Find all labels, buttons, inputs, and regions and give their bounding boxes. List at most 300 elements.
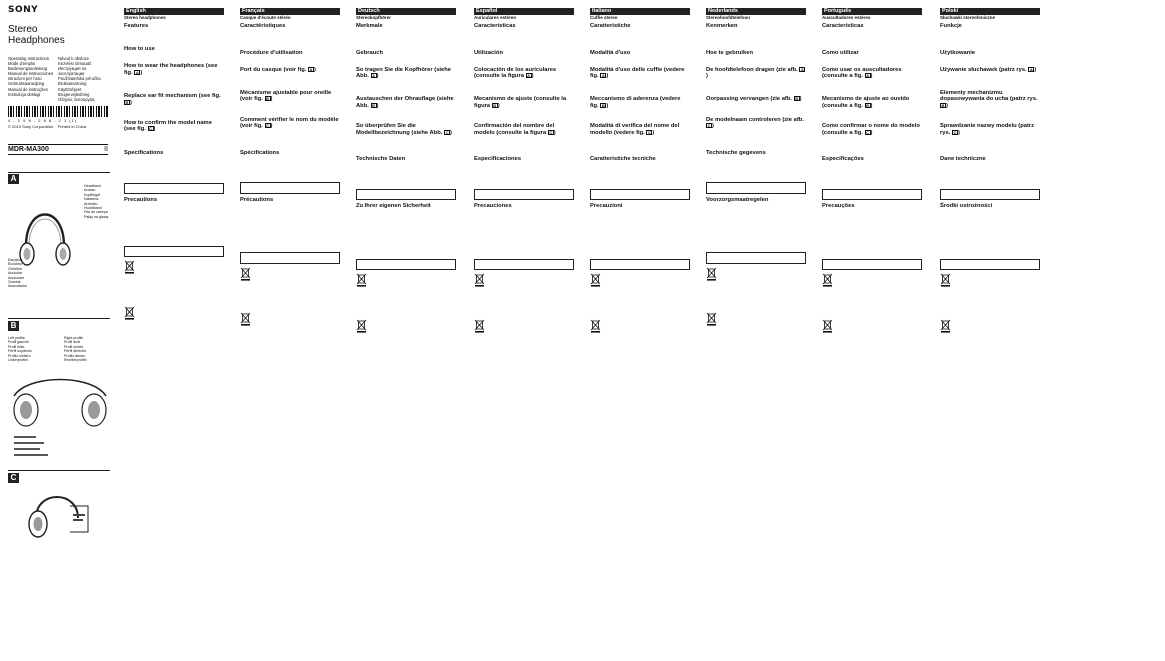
text-block: [242, 254, 338, 260]
crossed-bin-icon: [474, 273, 485, 287]
section-title: Como usar os auscultadores (consulte a fig. A ): [822, 66, 902, 80]
section-title-text: Modalità di verifica del nome del modello (vedere fig.: [590, 123, 680, 136]
text-block: [940, 31, 1040, 47]
text-block: [706, 31, 806, 47]
section-title-text: Środki ostrożności: [940, 203, 993, 210]
figure-reference-badge: B: [372, 102, 375, 108]
section-title: Używanie słuchawek (patrz rys. A ): [940, 66, 1037, 73]
figure-label-item: Archetto: [84, 201, 98, 206]
text-block: [254, 267, 340, 280]
note-box: [590, 189, 690, 200]
language-heading: Deutsch: [356, 8, 456, 15]
barcode-bars: [8, 106, 108, 117]
section-title-text: Colocación de los auriculares (consulte la figura: [474, 66, 557, 80]
figure-reference-badge: B: [866, 102, 869, 108]
instruction-language-item: Používateľská príručka: [58, 76, 101, 82]
section-title-text: Caractéristiques: [240, 23, 286, 30]
figure-label-item: Profil gauche: [8, 340, 29, 345]
figure-c-label: C: [8, 473, 19, 483]
section-title: Elementy mechanizmu dopasowywania do ucha (patrz rys. B ): [940, 89, 1038, 109]
section-title-text: Voorzorgsmaatregelen: [706, 196, 769, 203]
section-title-text: Especificações: [822, 156, 864, 163]
section-title-text: Sprawdzanie nazwy modelu (patrz rys.: [940, 123, 1035, 136]
section-title: [356, 203, 456, 210]
text-block: [474, 290, 574, 316]
figure-label-item: Oorstuk: [8, 280, 21, 285]
text-block: [822, 290, 922, 316]
text-block: [138, 306, 224, 319]
figure-label-item: Perfil izquierdo: [8, 349, 32, 354]
note-box: [240, 182, 340, 193]
crossed-bin-icon: [822, 273, 833, 287]
instruction-language-item: Návod k obsluze: [58, 56, 89, 61]
warning-box: [356, 259, 456, 270]
section-title-text: Precauciones: [474, 203, 512, 210]
figure-reference-badge: C: [149, 126, 152, 132]
text-block: [124, 323, 224, 342]
section-title: [240, 150, 340, 157]
figure-label-item: Auscultador: [8, 284, 27, 289]
figure-label-item: Fita de cabeça: [84, 210, 108, 215]
section-title: [940, 156, 1040, 163]
note-box: [474, 189, 574, 200]
section-title: Mécanisme ajustable pour oreille (voir fig. B ): [240, 89, 332, 103]
section-title: [822, 50, 922, 57]
section-title-text: Utilización: [474, 49, 503, 56]
text-block: [488, 319, 574, 332]
section-title-text: De modelnaam controleren (zie afb.: [706, 116, 804, 123]
language-subtitle: Stereohoofdtelefoon: [706, 14, 750, 20]
text-block: [590, 81, 690, 94]
copyright-line: [8, 124, 108, 129]
figure-reference-badge: B: [941, 102, 945, 108]
text-block: [242, 184, 338, 190]
section-title-text: Meccanismo di aderenza (vedere fig.: [590, 96, 681, 109]
instruction-language-item: Mode d'emploi: [8, 61, 36, 67]
text-block: [822, 211, 922, 256]
figure-c-model-name-illustration: [26, 486, 92, 544]
language-subtitle: Auriculares estéreo: [474, 14, 517, 20]
section-title: De hoofdtelefoon dragen (zie afb. A): [706, 66, 804, 80]
text-block: [706, 104, 806, 114]
text-block: [706, 157, 806, 179]
crossed-bin-icon: [356, 273, 367, 287]
figure-reference-badge: C: [647, 129, 651, 135]
section-title: Mecanismo de ajuste (consulte la figura B ): [474, 96, 567, 109]
text-block: [822, 164, 922, 186]
text-block: [126, 185, 222, 191]
section-title: [474, 50, 574, 57]
text-block: [124, 107, 224, 117]
model-name-bar: [8, 144, 108, 155]
section-title-text: Mécanisme ajustable pour oreille (voir fig.: [240, 89, 332, 103]
section-title-text: Caratteristiche: [590, 23, 631, 30]
text-block: [604, 319, 690, 332]
section-title-text: Oorpassing vervangen (zie afb.: [706, 96, 793, 103]
section-title-text: Technische Daten: [356, 156, 406, 163]
section-title: [822, 156, 922, 163]
text-block: [940, 57, 1040, 63]
figure-reference-badge: B: [601, 102, 605, 108]
instruction-list-column-2: [58, 56, 108, 102]
figure-b-earpad-illustration: [8, 366, 112, 466]
section-title-text: How to use: [124, 46, 155, 53]
instruction-language-item: Gebruiksaanwijzing: [8, 81, 45, 87]
figure-reference-badge: B: [125, 99, 129, 105]
text-block: [370, 273, 456, 286]
text-block: [240, 31, 340, 47]
crossed-bin-icon: [590, 273, 601, 287]
section-title-text: Procédure d'utilisation: [240, 49, 303, 56]
language-column: [240, 8, 340, 349]
figure-label-item: Profilo destro: [64, 353, 86, 358]
text-block: [356, 110, 456, 120]
text-block: [822, 336, 922, 355]
note-box: [822, 189, 922, 200]
figure-a-headphone-illustration: [14, 186, 76, 316]
warning-box: [124, 246, 224, 257]
section-title-text: Zu Ihrer eigenen Sicherheit: [356, 203, 431, 210]
text-block: [590, 110, 690, 120]
section-title: [240, 23, 340, 30]
weee-disposal-block: [240, 267, 340, 281]
text-block: [356, 336, 456, 355]
text-block: [474, 81, 574, 94]
text-block: [474, 57, 574, 63]
weee-disposal-block: [590, 319, 690, 333]
figure-label-item: Earpiece: [8, 258, 23, 262]
section-title-text: Port du casque (voir fig.: [240, 66, 307, 73]
section-title-text: Como usar os auscultadores (consulte a fig.: [822, 66, 902, 80]
barcode: [8, 106, 108, 128]
crossed-bin-icon: [940, 319, 951, 333]
language-heading: Português: [822, 8, 922, 15]
figure-reference-badge: C: [953, 129, 957, 135]
figure-a-earpiece-labels: [8, 258, 27, 289]
section-title: Meccanismo di aderenza (vedere fig. B ): [590, 96, 681, 109]
text-block: [240, 74, 340, 87]
figure-label-item: Écouteur: [8, 262, 23, 267]
section-title: [124, 197, 224, 204]
language-heading: Français: [240, 8, 340, 15]
text-block: [474, 110, 574, 120]
section-title: [706, 23, 806, 30]
text-block: [954, 319, 1040, 332]
section-title-text: Użytkowanie: [940, 49, 976, 56]
section-title: [590, 203, 690, 210]
figure-label-item: Auricolare: [8, 275, 25, 280]
section-title: So tragen Sie die Kopfhörer (siehe Abb. A ): [356, 66, 452, 80]
instruction-language-item: Kezelési útmutató: [58, 61, 92, 67]
text-block: [370, 319, 456, 332]
section-title: [706, 50, 806, 57]
warning-box: [940, 259, 1040, 270]
text-block: [474, 336, 574, 355]
text-block: [940, 74, 1040, 87]
instruction-language-item: Käyttöohjeet: [58, 86, 82, 92]
section-title-text: Austauschen der Ohrauflage (siehe Abb.: [356, 96, 454, 109]
instruction-language-item: Manual de instrucciones: [8, 71, 54, 77]
section-title-text: Mecanismo de ajuste (consulte la figura: [474, 96, 567, 109]
figure-a-headband-labels: [84, 184, 108, 219]
figure-reference-badge: B: [493, 102, 497, 108]
text-block: [604, 273, 690, 286]
text-block: [706, 329, 806, 348]
text-block: [240, 204, 340, 249]
crossed-bin-icon: [706, 312, 717, 326]
instruction-language-item: Инструкция по эксплуатации: [58, 66, 87, 77]
warning-box: [822, 259, 922, 270]
figure-reference-badge: C: [549, 129, 553, 135]
text-block: [942, 191, 1038, 197]
text-block: [240, 57, 340, 63]
text-block: [356, 290, 456, 316]
warning-box: [706, 252, 806, 263]
figure-label-item: Left profile: [8, 336, 25, 340]
weee-disposal-block: [356, 319, 456, 333]
language-subtitle: Casque d'écoute stéréo: [240, 14, 291, 20]
instruction-language-item: Operating Instructions: [8, 56, 49, 61]
section-title: [240, 50, 340, 57]
section-title: [474, 203, 574, 210]
section-title-text: Confirmación del nombre del modelo (consulte la figura: [474, 123, 555, 136]
text-block: [124, 157, 224, 179]
text-block: [590, 211, 690, 256]
text-block: [488, 273, 574, 286]
figure-label-item: Headband: [84, 184, 101, 188]
section-title-text: Features: [124, 23, 149, 30]
text-block: [940, 211, 1040, 256]
figure-b-label: B: [8, 321, 19, 331]
text-block: [824, 261, 920, 267]
weee-disposal-block: [706, 312, 806, 326]
text-block: [824, 191, 920, 197]
figure-reference-badge: C: [266, 123, 269, 129]
section-title-text: Características: [474, 23, 516, 30]
section-title: Oorpassing vervangen (zie afb. B ): [706, 96, 802, 103]
section-title-text: Como confirmar o nome do modelo (consulte a fig.: [822, 123, 920, 136]
text-block: [590, 57, 690, 63]
text-block: [940, 336, 1040, 355]
text-block: [240, 329, 340, 348]
text-block: [240, 131, 340, 147]
section-title: Confirmación del nombre del modelo (consulte la figura C ): [474, 123, 556, 136]
model-suffix: II: [104, 146, 108, 153]
product-title: [8, 24, 65, 46]
figure-reference-badge: C: [707, 123, 711, 129]
crossed-bin-icon: [240, 312, 251, 326]
crossed-bin-icon: [940, 273, 951, 287]
figure-b-right-labels: [64, 336, 86, 362]
figure-reference-badge: B: [795, 96, 799, 102]
weee-disposal-block: [590, 273, 690, 287]
section-title: De modelnaam controleren (zie afb. C ): [706, 116, 804, 130]
section-title-text: Funkcje: [940, 23, 962, 30]
text-block: [124, 31, 224, 44]
section-title: [940, 203, 1040, 210]
warning-box: [590, 259, 690, 270]
section-title-text: How to confirm the model name (see fig.: [124, 119, 212, 133]
language-column: [822, 8, 922, 356]
text-block: [590, 137, 690, 153]
section-title-text: Technische gegevens: [706, 149, 766, 156]
text-block: [124, 204, 224, 242]
figure-label-item: Profilo sinistro: [8, 353, 31, 358]
text-block: [356, 211, 456, 256]
text-block: [706, 81, 806, 94]
note-box: [124, 183, 224, 194]
crossed-bin-icon: [124, 260, 135, 274]
figure-label-item: Diadema: [84, 197, 99, 202]
weee-disposal-block: [940, 273, 1040, 287]
language-heading: Nederlands: [706, 8, 806, 15]
figure-label-item: Ohrhörer: [8, 266, 23, 271]
section-title-text: Kenmerken: [706, 23, 738, 30]
text-block: [822, 57, 922, 63]
product-title-line-2: Headphones: [8, 35, 65, 46]
weee-disposal-block: [822, 273, 922, 287]
weee-disposal-block: [240, 312, 340, 326]
weee-disposal-block: [474, 273, 574, 287]
text-block: [356, 137, 456, 153]
section-title-text: Precauzioni: [590, 203, 623, 210]
section-title: [356, 156, 456, 163]
language-heading: Español: [474, 8, 574, 15]
crossed-bin-icon: [124, 306, 135, 320]
section-title: [240, 197, 340, 204]
text-block: [706, 284, 806, 310]
language-column: [124, 8, 224, 343]
text-block: [590, 164, 690, 186]
figure-c-divider: [8, 470, 110, 471]
text-block: [240, 284, 340, 310]
text-block: [720, 267, 806, 280]
section-title: [940, 23, 1040, 30]
weee-disposal-block: [706, 267, 806, 281]
figure-label-item: Rechterprofiel: [64, 358, 87, 363]
language-heading: English: [124, 8, 224, 15]
section-title: [474, 156, 574, 163]
section-title-text: Specifications: [124, 149, 164, 156]
text-block: [706, 57, 806, 63]
figure-label-item: Auricular: [8, 271, 23, 276]
figure-label-item: Profil droit: [64, 340, 81, 345]
weee-disposal-block: [822, 319, 922, 333]
text-block: [590, 336, 690, 355]
language-column: [590, 8, 690, 356]
barcode-number: 4 - 2 9 8 - 2 6 8 - 2 1 (1): [8, 118, 78, 123]
crossed-bin-icon: [474, 319, 485, 333]
crossed-bin-icon: [240, 267, 251, 281]
instruction-language-item: Manual de instruções: [8, 86, 48, 92]
warning-box: [240, 252, 340, 263]
section-title-text: Spécifications: [240, 149, 280, 156]
text-block: [836, 319, 922, 332]
figure-reference-badge: A: [800, 66, 804, 72]
section-title: How to confirm the model name (see fig. C ): [124, 119, 212, 133]
text-block: [124, 54, 224, 60]
language-subtitle: Słuchawki stereofoniczne: [940, 14, 996, 20]
warning-box: [474, 259, 574, 270]
section-title-text: Precautions: [124, 196, 158, 203]
model-name: MDR-MA300: [8, 146, 49, 153]
figure-label-item: Kopfbügel: [84, 192, 101, 197]
text-block: [254, 312, 340, 325]
crossed-bin-icon: [356, 319, 367, 333]
section-title: Austauschen der Ohrauflage (siehe Abb. B ): [356, 96, 454, 109]
language-subtitle: Stereokopfhörer: [356, 14, 392, 20]
instruction-language-item: Instrukcja obsługi: [8, 91, 41, 97]
printed-in-text: Printed in China: [57, 124, 87, 129]
note-box: [356, 189, 456, 200]
instruction-language-item: Οδηγίες λειτουργίας: [58, 96, 95, 102]
section-title: [940, 50, 1040, 57]
section-title-text: Précautions: [240, 196, 274, 203]
language-subtitle: Auscultadores estéreo: [822, 14, 871, 20]
section-title: Replace ear fit mechanism (see fig. B ): [124, 93, 221, 106]
section-title-text: Especificaciones: [474, 156, 522, 163]
text-block: [592, 191, 688, 197]
figure-label-item: Perfil derecho: [64, 349, 87, 354]
figure-reference-badge: A: [309, 66, 313, 72]
text-block: [954, 273, 1040, 286]
text-block: [356, 81, 456, 94]
section-title: [590, 50, 690, 57]
figure-reference-badge: A: [135, 69, 139, 75]
text-block: [940, 137, 1040, 153]
text-block: [476, 191, 572, 197]
text-block: [240, 104, 340, 114]
text-block: [940, 164, 1040, 186]
text-block: [708, 184, 804, 190]
figure-reference-badge: C: [866, 129, 869, 135]
note-box: [940, 189, 1040, 200]
text-block: [822, 110, 922, 120]
language-heading: Polski: [940, 8, 1040, 15]
figure-label-item: Right profile: [64, 336, 84, 340]
section-title-text: Merkmale: [356, 23, 383, 30]
language-subtitle: Stereo headphones: [124, 14, 166, 20]
weee-disposal-block: [124, 260, 224, 274]
section-title: So überprüfen Sie die Modellbezeichnung (siehe Abb. C ): [356, 123, 452, 136]
section-title-text: Dane techniczne: [940, 156, 986, 163]
text-block: [592, 261, 688, 267]
figure-reference-badge: A: [601, 73, 605, 79]
text-block: [474, 137, 574, 153]
text-block: [940, 290, 1040, 316]
section-title: [590, 156, 690, 163]
language-column: [474, 8, 574, 356]
section-title-text: Caratteristiche tecniche: [590, 156, 656, 163]
language-heading: Italiano: [590, 8, 690, 15]
section-title: Como confirmar o nome do modelo (consulte a fig. C ): [822, 123, 920, 136]
section-title: [356, 50, 456, 57]
section-title-text: Elementy mechanizmu dopasowywania do ucha (patrz rys.: [940, 89, 1038, 103]
text-block: [138, 260, 224, 273]
text-block: [124, 134, 224, 147]
text-block: [124, 277, 224, 303]
figure-reference-badge: A: [372, 73, 375, 79]
instruction-language-list: [8, 56, 108, 102]
instruction-language-item: Istruzioni per l'uso: [8, 76, 42, 82]
section-title-text: Używanie słuchawek (patrz rys.: [940, 66, 1027, 73]
section-title-text: Replace ear fit mechanism (see fig.: [124, 93, 221, 100]
note-box: [706, 182, 806, 193]
instruction-language-item: Bedienungsanleitung: [8, 66, 48, 72]
text-block: [474, 164, 574, 186]
text-block: [822, 137, 922, 153]
language-column: [706, 8, 806, 349]
